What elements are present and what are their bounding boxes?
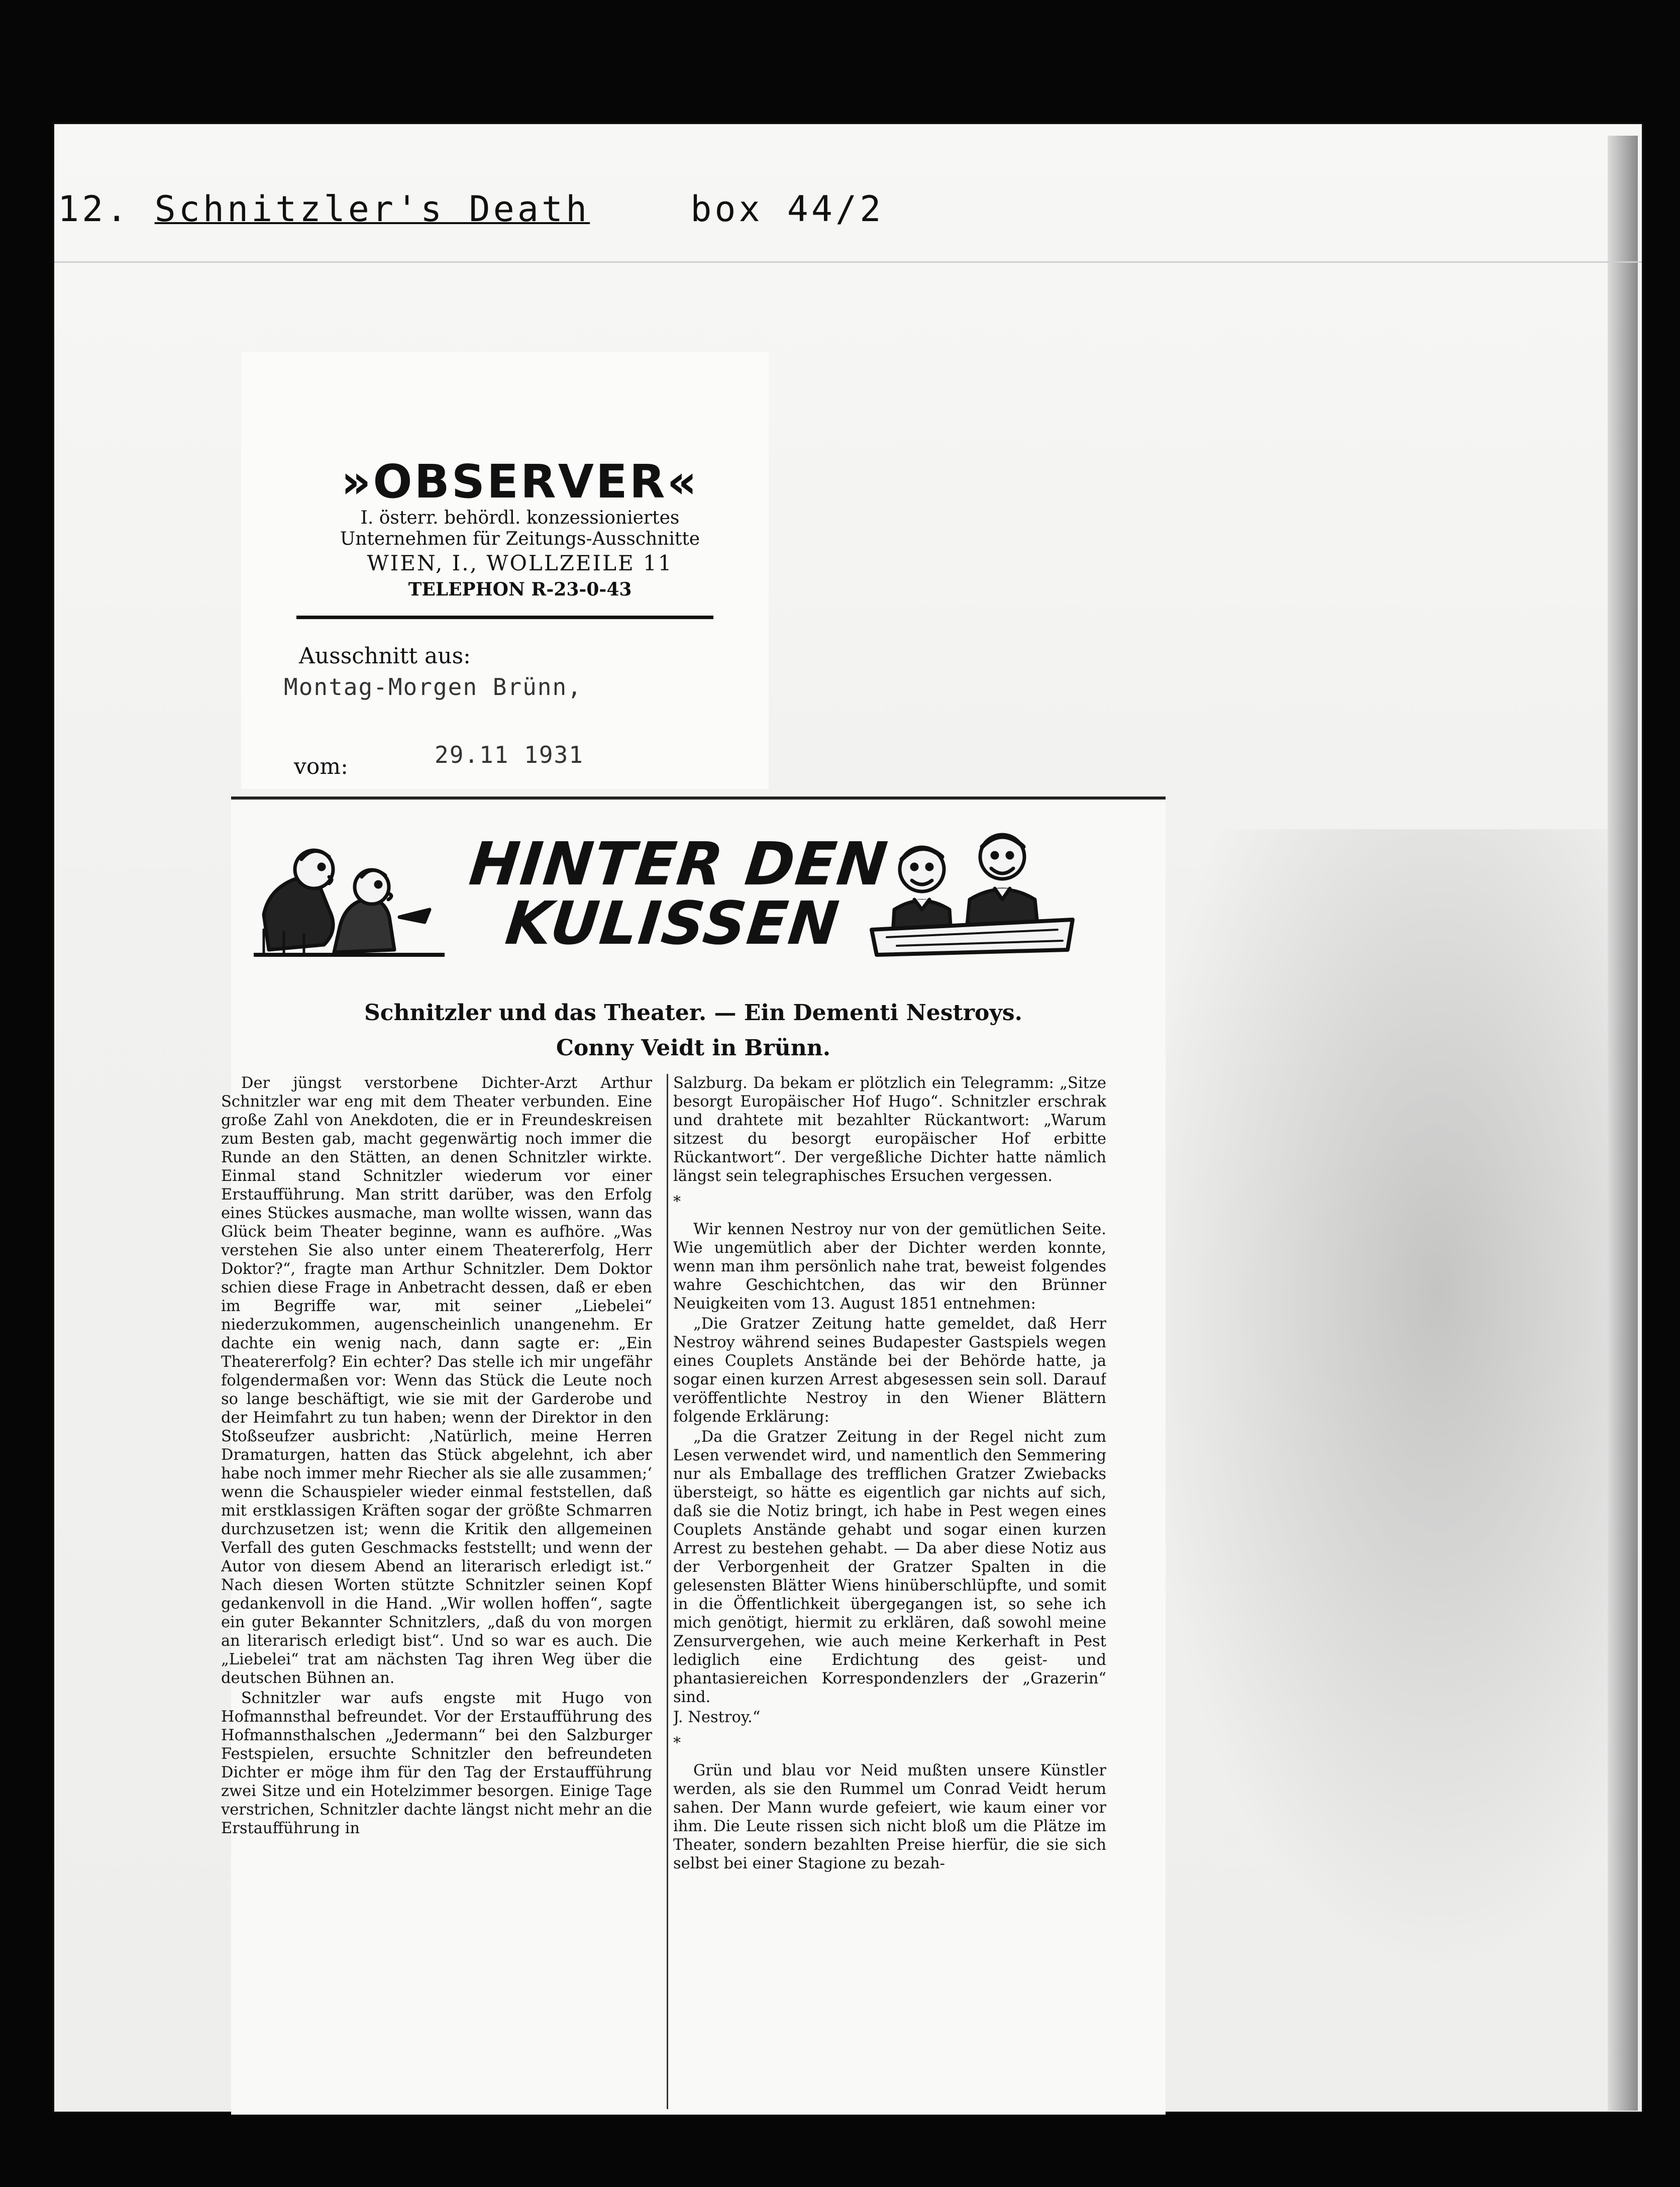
folder-number: 12. [58,188,131,230]
section-separator-1: * [673,1193,681,1211]
col1-paragraph-1: Der jüngst verstorbene Dichter-Arzt Arthur Schnitzler war eng mit dem Theater verbunden. Eine große Zahl von Anekdoten, die er in Freundeskreisen zum Besten gab, macht gegenwärtig noch immer die Runde an den Stätten, an denen Schnitzler wirkte. Einmal stand Schnitzler wiederum vor einer Erstaufführung. Man stritt darüber, was den Erfolg eines Stückes ausmache, man wollte wissen, wann das Glück beim Theater beginne, wann es aufhöre. „Was verstehen Sie also unter einem Theatererfolg, Herr Doktor?“, fragte man Arthur Schnitzler. Dem Doktor schien diese Frage in Anbetracht dessen, daß er eben im Begriffe war, mit seiner „Liebelei“ niederzukommen, augenscheinlich unangenehm. Er dachte ein wenig nach, dann sagte er: „Ein Theatererfolg? Ein echter? Das stelle ich mir ungefähr folgendermaßen vor: Wenn das Stück die Leute noch so lange beschäftigt, wie sie mit der Garderobe und der Heimfahrt zu tun haben; wenn der Direktor in den Stoßseufzer ausbricht: ‚Natürlich, meine Herren Dramaturgen, hatten das Stück abgelehnt, ich aber habe noch immer mehr Riecher als sie alle zusammen;‘ wenn die Schauspieler wieder einmal feststellen, daß mit erstklassigen Kräften sogar der größte Schmarren durchzusetzen ist; wenn die Kritik den allgemeinen Verfall des guten Geschmacks feststellt; und wenn der Autor von diesem Abend an literarisch erledigt ist.“ Nach diesen Worten stützte Schnitzler seinen Kopf gedankenvoll in die Hand. „Wir wollen hoffen“, sagte ein guter Bekannter Schnitzlers, „daß du von morgen an literarisch erledigt bist“. Und so war es auch. Die „Liebelei“ trat am nächsten Tag ihren Weg über die deutschen Bühnen an. [221,1074,652,1687]
slip-address: WIEN, I., WOLLZEILE 11 [367,551,673,575]
slip-telephone: TELEPHON R-23-0-43 [408,579,632,600]
col2-paragraph-2: Wir kennen Nestroy nur von der gemütlichen Seite. Wie ungemütlich aber der Dichter werden konnte, wenn man ihm persönlich nahe trat, beweist folgendes wahre Geschichtchen, das wir den Brünner Neuigkeiten vom 13. August 1851 entnehmen: [673,1221,1106,1313]
cartoon-actors-illustration [867,829,1078,975]
cartoon-critics-illustration [254,829,445,975]
section-separator-2: * [673,1734,681,1752]
slip-line-2: Unternehmen für Zeitungs-Ausschnitte [340,529,700,549]
slip-line-1: I. österr. behördl. konzessioniertes [360,508,680,528]
article-column-2 [673,1074,1106,2104]
paper-stain [1135,829,1638,1985]
column-divider [667,1074,668,2109]
masthead-line-2: KULISSEN [502,888,843,958]
col2-paragraph-1: Salzburg. Da bekam er plötzlich ein Telegramm: „Sitze besorgt Europäischer Hof Hugo“. Schnitzler erschrak und drahtete mit bezahlter Rückantwort: „Warum sitzest du besorgt europäischer Hof erbitte Rückantwort“. Der vergeßliche Dichter hatte nämlich längst sein telegraphisches Ersuchen vergessen. [673,1074,1106,1185]
folder-header [58,188,884,230]
col1-paragraph-2: Schnitzler war aufs engste mit Hugo von Hofmannsthal befreundet. Vor der Erstaufführung des Hofmannsthalschen „Jedermann“ bei den Salzburger Festspielen, ersuchte Schnitzler den befreundeten Dichter er möge ihm für den Tag der Erstaufführung zwei Sitze und ein Hotelzimmer besorgen. Einige Tage verstrichen, Schnitzler dachte längst nicht mehr an die Erstaufführung in [221,1689,652,1837]
subhead-1: Schnitzler und das Theater. — Ein Dementi Nestroys. [364,1000,1022,1026]
slip-divider [296,616,713,619]
masthead [451,829,901,958]
col2-paragraph-5: Grün und blau vor Neid mußten unsere Künstler werden, als sie den Rummel um Conrad Veidt herum sahen. Der Mann wurde gefeiert, wie kaum einer vor ihm. Die Leute rissen sich nicht bloß um die Plätze im Theater, sondern bezahlten Preise hierfür, die sie sich selbst bei einer Stagione zu bezah- [673,1762,1106,1872]
col2-paragraph-3: „Die Gratzer Zeitung hatte gemeldet, daß Herr Nestroy während seines Budapester Gastspiels wegen eines Couplets Anstände bei der Behörde hatte, ja sogar einen kurzen Arrest abgesessen sein soll. Darauf veröffentlichte Nestroy in den Wiener Blättern folgende Erklärung: [673,1315,1106,1426]
nestroy-signature: J. Nestroy.“ [673,1709,761,1726]
date-value: 29.11 1931 [435,741,584,768]
date-label: vom: [294,754,348,779]
subhead-2: Conny Veidt in Brünn. [556,1035,831,1061]
masthead-line-1: HINTER DEN [466,829,892,899]
source-value: Montag-Morgen Brünn, [284,673,582,701]
folder-title: Schnitzler's Death [154,188,590,230]
col2-paragraph-4: „Da die Gratzer Zeitung in der Regel nicht zum Lesen verwendet wird, und namentlich den Semmering nur als Emballage des trefflichen Gratzer Zwiebacks übersteigt, so hätte es eigentlich gar nichts auf sich, daß sie die Notiz bringt, ich habe in Pest wegen eines Couplets Anstände gehabt und sogar einen kurzen Arrest zu bestehen gehabt. — Da aber diese Notiz aus der Verborgenheit der Gratzer Spalten in die gelesensten Blätter Wiens hinüberschlüpfte, und somit in die Öffentlichkeit übergegangen ist, so sehe ich mich genötigt, hiermit zu erklären, daß sowohl meine Zensurvergehen, wie auch meine Kerkerhaft in Pest lediglich eine Erdichtung des geist- und phantasiereichen Korrespondenzlers der „Grazerin“ sind. [673,1428,1106,1706]
box-number: box 44/2 [690,188,884,230]
article-column-1 [221,1074,652,2104]
source-label: Ausschnitt aus: [299,643,471,669]
observer-brand: »OBSERVER« [341,455,699,509]
sheet-edge [1608,136,1638,2111]
header-divider [54,261,1642,263]
